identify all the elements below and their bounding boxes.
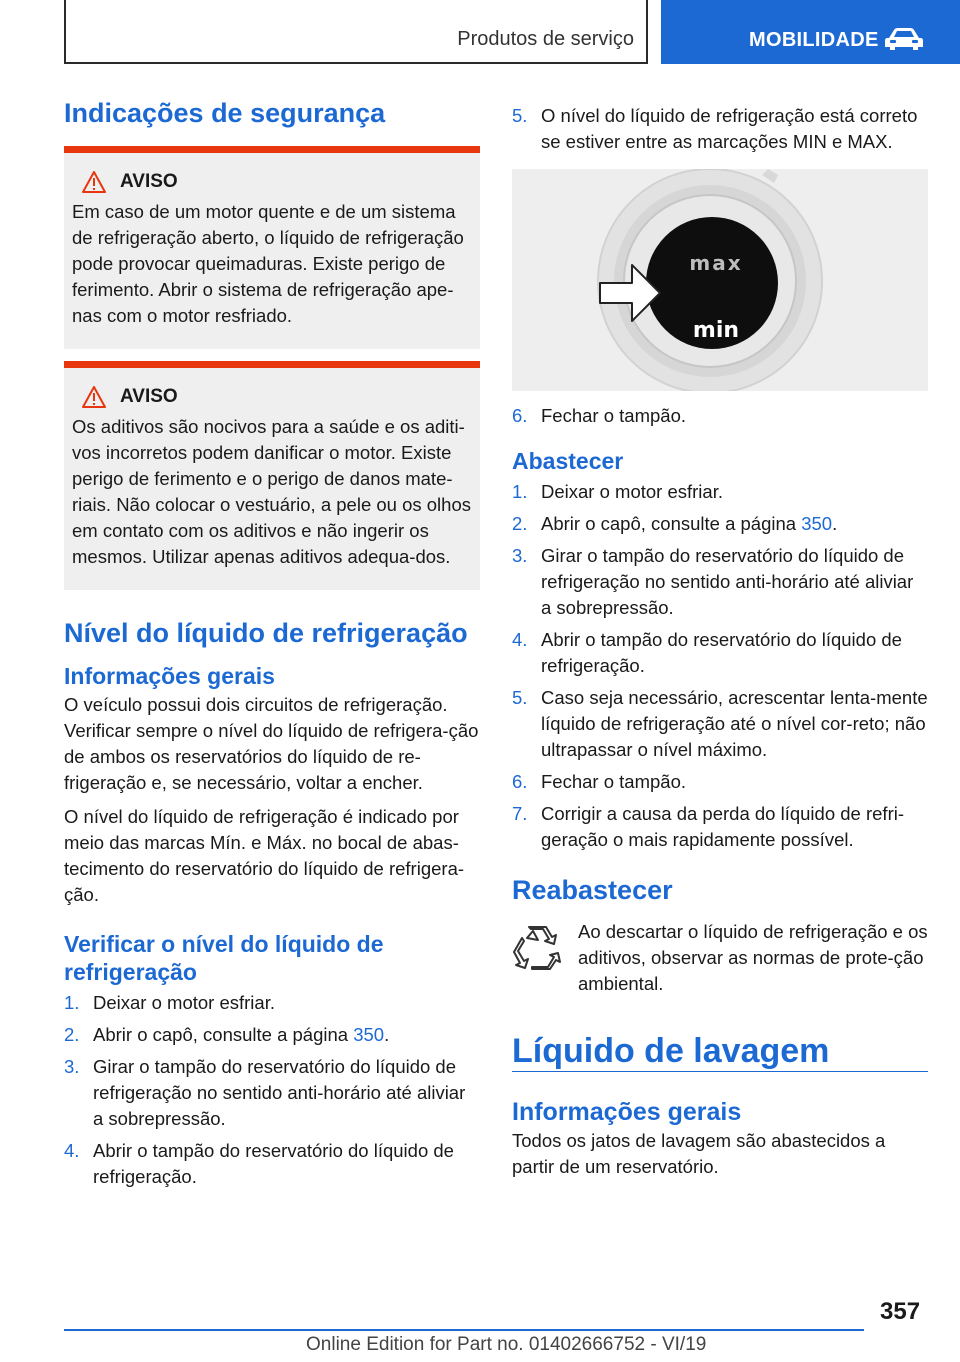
safety-heading: Indicações de segurança — [64, 98, 386, 128]
page-reference-link[interactable]: 350 — [801, 513, 833, 534]
coolant-cap-illustration — [512, 169, 928, 391]
step-text: Fechar o tampão. — [541, 771, 686, 792]
washer-text: Todos os jatos de lavagem são abastecidos a partir de um reservatório. — [512, 1130, 886, 1177]
step-item — [512, 801, 928, 853]
step-item — [64, 1054, 480, 1132]
page-reference-link[interactable]: 350 — [353, 1024, 385, 1045]
washer-heading-block — [512, 1031, 928, 1072]
step-text: Abrir o tampão do reservatório do líquido de refrigeração. — [93, 1140, 454, 1187]
general-paragraph-1: O veículo possui dois circuitos de refrigeração. Verificar sempre o nível do líquido de refrigera‐ção de ambos os reservatórios do líquido de re‐frigeração e, se necessário, voltar a encher. — [64, 694, 479, 793]
step-text-end: . — [832, 513, 838, 534]
step-item — [64, 1022, 480, 1048]
step-text: Abrir o capô, consulte a página — [541, 513, 802, 534]
washer-heading: Líquido de lavagem — [512, 1032, 830, 1070]
step-item — [512, 543, 928, 621]
coolant-heading: Nível do líquido de refrigeração — [64, 618, 468, 648]
step-number: 3. — [64, 1056, 80, 1077]
max-mark: max — [689, 251, 743, 275]
step-number: 4. — [512, 629, 528, 650]
fill-heading: Abastecer — [512, 448, 624, 474]
warning-title: AVISO — [120, 386, 178, 407]
section-label: Produtos de serviço — [457, 28, 634, 50]
check-steps-list — [64, 990, 480, 1190]
general-info-heading: Informações gerais — [64, 663, 275, 689]
header-section-box — [64, 0, 648, 64]
step-text: Abrir o capô, consulte a página — [93, 1024, 354, 1045]
step-item — [512, 403, 928, 429]
step-number: 6. — [512, 771, 528, 792]
step-item — [512, 479, 928, 505]
step-number: 7. — [512, 803, 528, 824]
footer-divider — [64, 1329, 864, 1331]
step-text: Fechar o tampão. — [541, 405, 686, 426]
step-number: 6. — [512, 405, 528, 426]
step-text: Corrigir a causa da perda do líquido de refri‐geração o mais rapidamente possível. — [541, 803, 904, 850]
left-column — [64, 96, 480, 1196]
page-number: 357 — [880, 1298, 921, 1325]
check-steps-continued — [512, 103, 928, 155]
right-column — [512, 103, 928, 1188]
step-number: 5. — [512, 105, 528, 126]
step-text: Deixar o motor esfriar. — [541, 481, 723, 502]
footer-edition: Online Edition for Part no. 01402666752 - VI/19 — [306, 1334, 707, 1355]
washer-general-heading: Informações gerais — [512, 1098, 742, 1126]
chapter-tab[interactable] — [661, 0, 960, 64]
general-paragraph-2: O nível do líquido de refrigeração é indicado por meio das marcas Mín. e Máx. no bocal de abas‐tecimento do reservatório do líquido de refrigera‐ção. — [64, 806, 465, 905]
warning-text: Os aditivos são nocivos para a saúde e os aditi‐vos incorretos podem danificar o motor. Existe perigo de ferimento e o perigo de danos mate‐riais. Não colocar o vestuário, a pele ou os olhos em contato com os aditivos e não ingerir os mesmos. Utilizar apenas aditivos adequa‐dos. — [72, 416, 471, 567]
check-steps-final — [512, 403, 928, 429]
environment-text: Ao descartar o líquido de refrigeração e os aditivos, observar as normas de prote‐ção ambiental. — [578, 921, 928, 994]
chapter-tab-label: MOBILIDADE — [749, 29, 879, 51]
warning-triangle-icon — [82, 171, 106, 193]
step-number: 3. — [512, 545, 528, 566]
refill-heading: Reabastecer — [512, 875, 673, 905]
recycle-icon — [512, 923, 562, 973]
car-icon — [883, 26, 925, 52]
warning-box-1 — [64, 146, 480, 349]
step-text-end: . — [384, 1024, 390, 1045]
step-text: Abrir o tampão do reservatório do líquido de refrigeração. — [541, 629, 902, 676]
step-number: 4. — [64, 1140, 80, 1161]
check-level-heading: Verificar o nível do líquido de refrigeração — [64, 931, 384, 985]
step-number: 2. — [64, 1024, 80, 1045]
step-text: Girar o tampão do reservatório do líquido de refrigeração no sentido anti-horário até aliviar a sobrepressão. — [541, 545, 914, 618]
step-text: Caso seja necessário, acrescentar lenta‐mente líquido de refrigeração até o nível cor‐reto; não ultrapassar o nível máximo. — [541, 687, 928, 760]
step-item — [64, 1138, 480, 1190]
environment-note — [512, 919, 928, 997]
step-item — [512, 511, 928, 537]
step-text: Girar o tampão do reservatório do líquido de refrigeração no sentido anti-horário até aliviar a sobrepressão. — [93, 1056, 466, 1129]
coolant-level-figure — [512, 169, 928, 391]
step-number: 1. — [512, 481, 528, 502]
warning-box-2 — [64, 361, 480, 590]
warning-triangle-icon — [82, 386, 106, 408]
min-mark: min — [692, 318, 740, 343]
step-text: O nível do líquido de refrigeração está correto se estiver entre as marcações MIN e MAX. — [541, 105, 918, 152]
fill-steps-list — [512, 479, 928, 853]
step-item — [512, 685, 928, 763]
step-item — [64, 990, 480, 1016]
step-text: Deixar o motor esfriar. — [93, 992, 275, 1013]
warning-text: Em caso de um motor quente e de um sistema de refrigeração aberto, o líquido de refrigeração pode provocar queimaduras. Existe perigo de ferimento. Abrir o sistema de refrigeração ape‐nas com o motor resfriado. — [72, 201, 464, 326]
step-number: 2. — [512, 513, 528, 534]
step-item — [512, 769, 928, 795]
step-item — [512, 627, 928, 679]
step-number: 5. — [512, 687, 528, 708]
step-number: 1. — [64, 992, 80, 1013]
step-item — [512, 103, 928, 155]
warning-title: AVISO — [120, 171, 178, 192]
